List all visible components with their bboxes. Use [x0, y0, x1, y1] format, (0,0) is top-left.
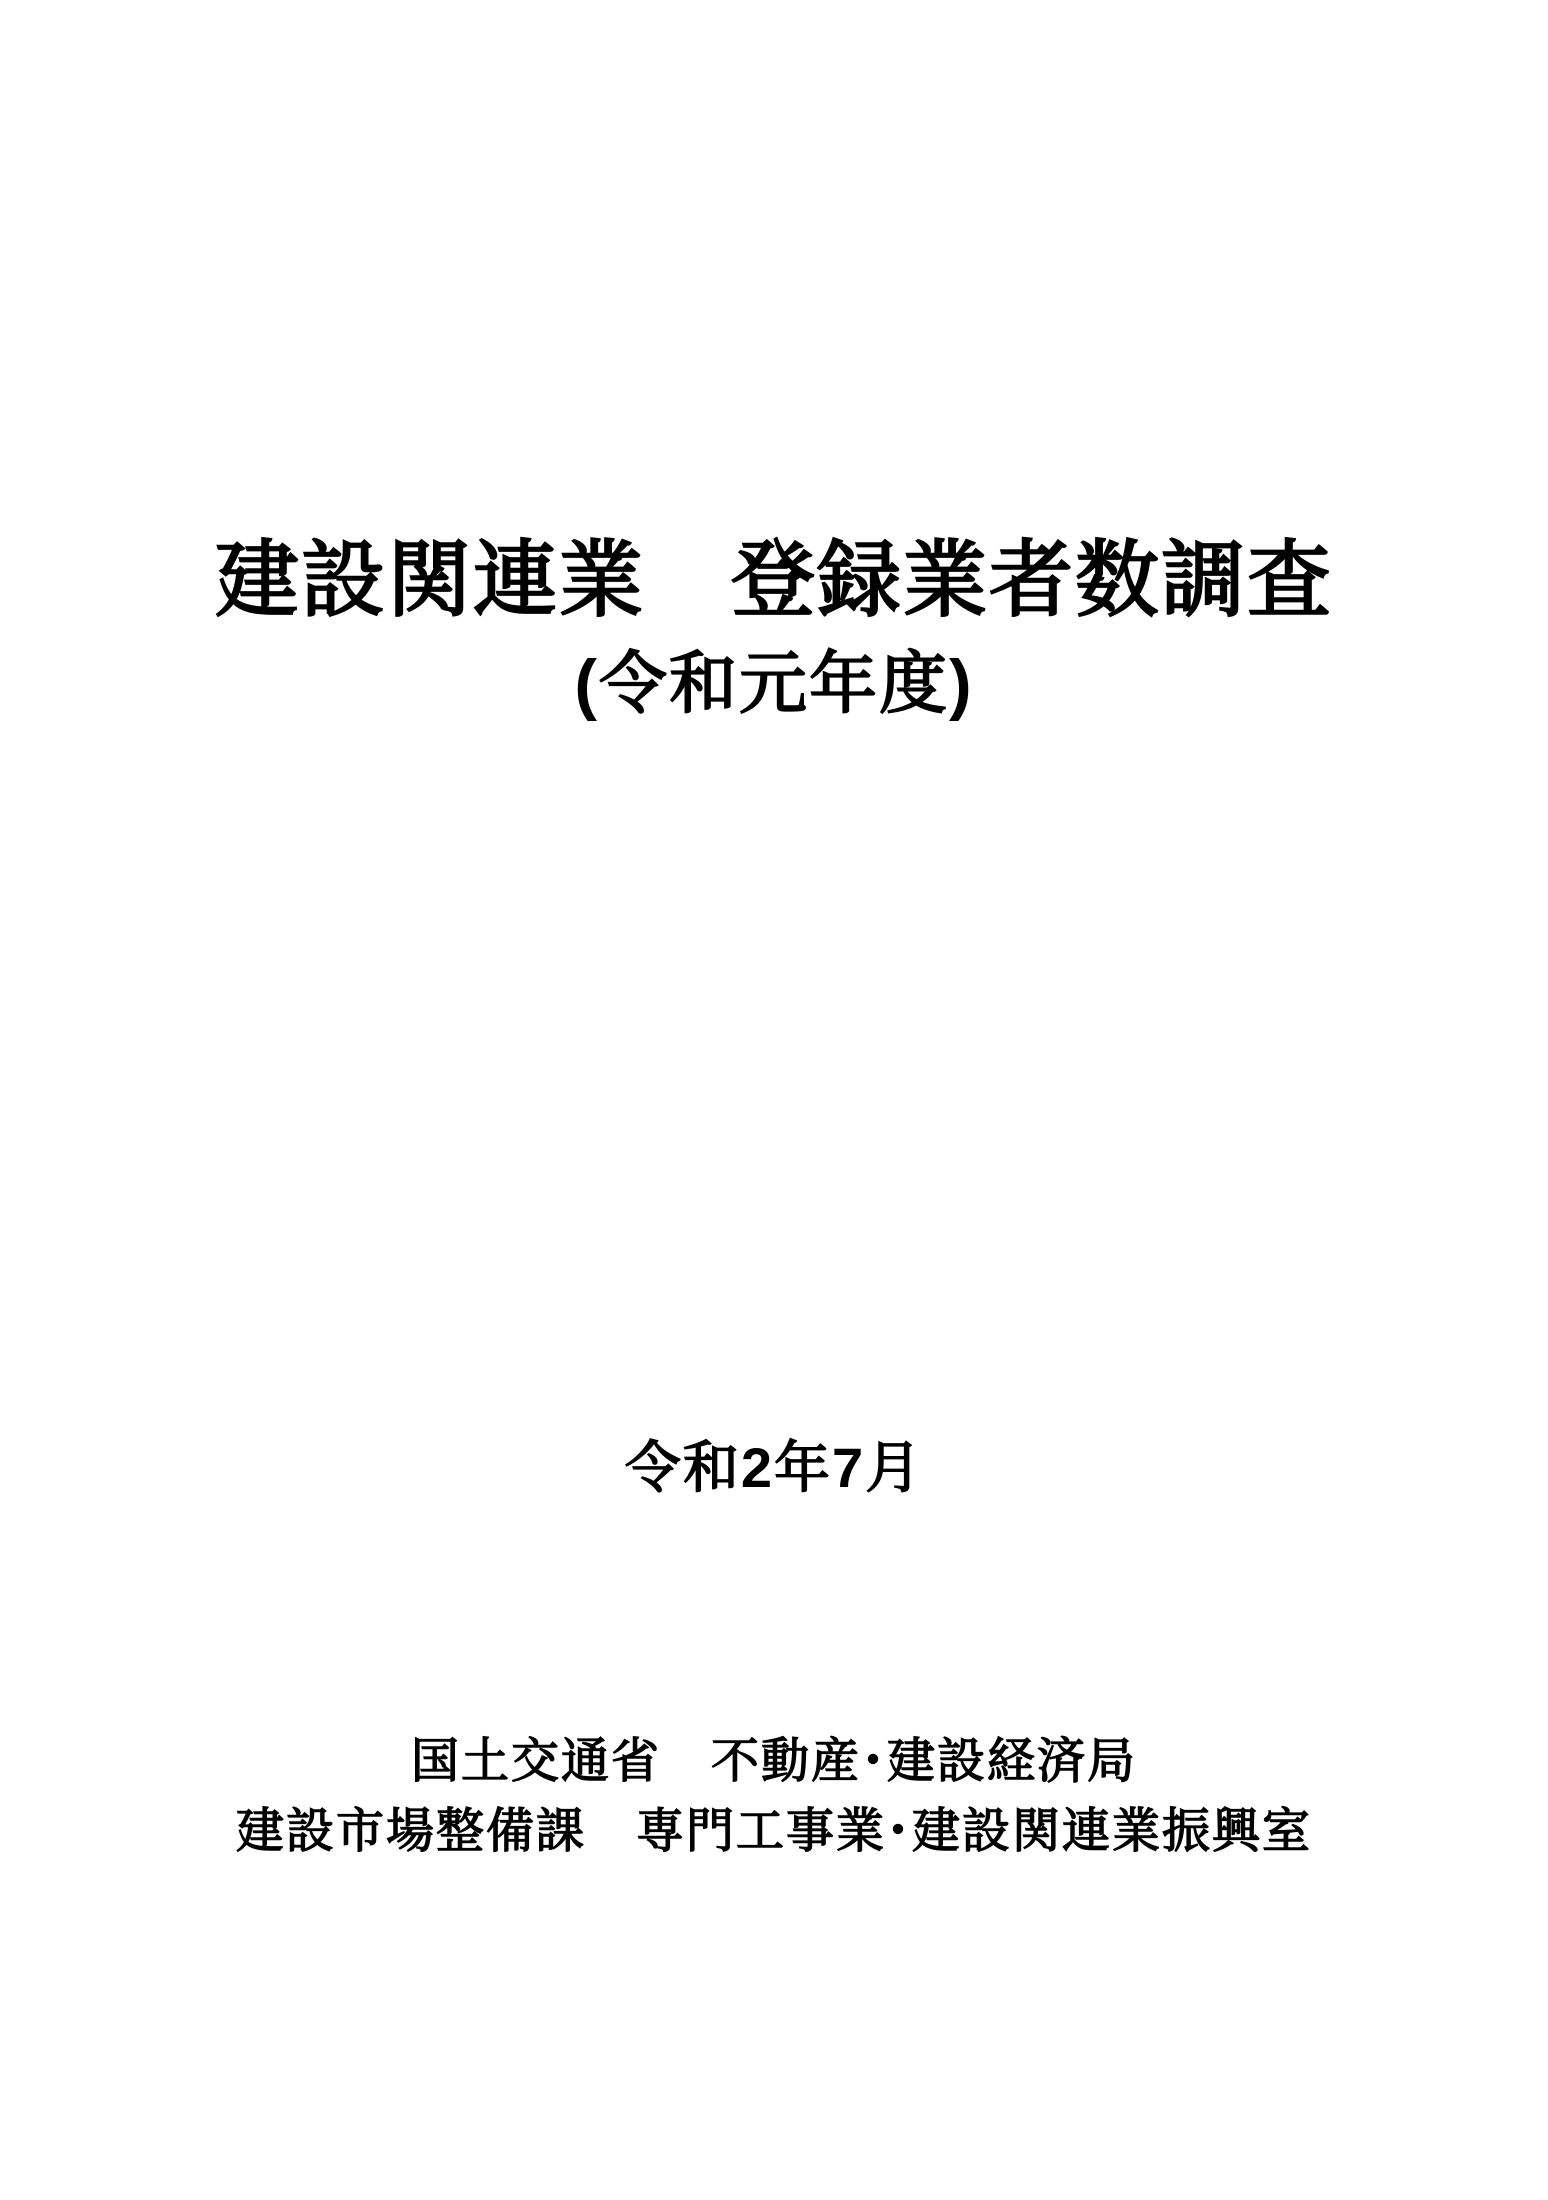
organization-ministry-bureau: 国土交通省 不動産･建設経済局	[410, 1735, 1137, 1788]
organization-division-office: 建設市場整備課 専門工事業･建設関連業振興室	[235, 1805, 1312, 1858]
title-block	[0, 533, 1548, 722]
document-title: 建設関連業 登録業者数調査	[214, 533, 1333, 627]
document-subtitle-fiscal-year: (令和元年度)	[574, 646, 974, 722]
organization-block	[0, 1735, 1548, 1858]
publication-date: 令和2年7月	[624, 1436, 924, 1499]
